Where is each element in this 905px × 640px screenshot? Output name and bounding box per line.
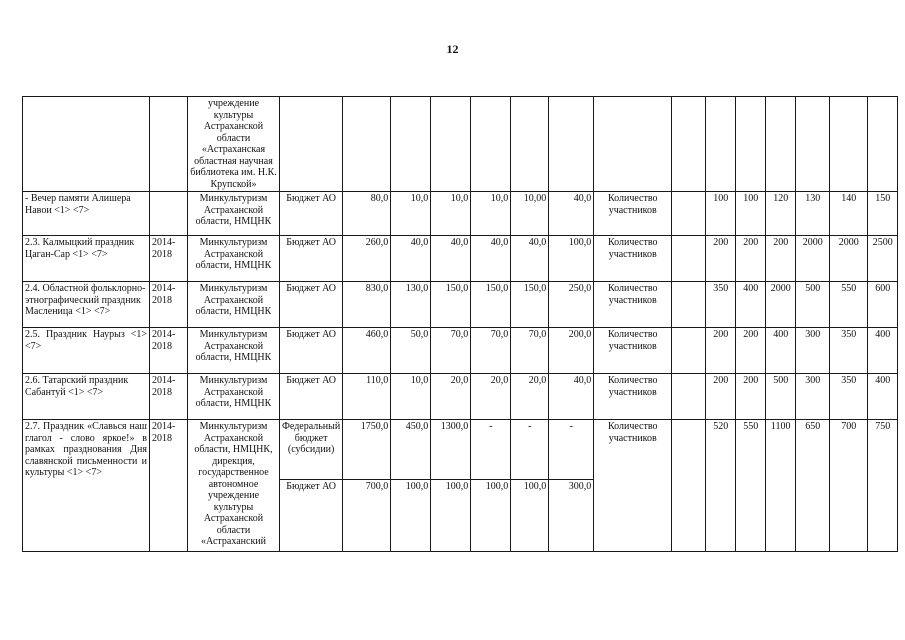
cell-v2017: 700 — [830, 420, 868, 552]
cell-v2014: 200 — [736, 236, 766, 282]
cell-v-base: 520 — [706, 420, 736, 552]
cell-period: 2014-2018 — [150, 328, 188, 374]
cell-name: 2.3. Калмыцкий праздник Цаган-Сар <1> <7> — [23, 236, 150, 282]
cell-2014 — [391, 97, 431, 192]
cell-v2018: 400 — [868, 374, 898, 420]
cell-2014: 40,0 — [391, 236, 431, 282]
cell-source: Бюджет АО — [280, 236, 343, 282]
cell-period — [150, 97, 188, 192]
cell-total: 110,0 — [343, 374, 391, 420]
cell-v2015: 400 — [766, 328, 796, 374]
cell-v2015: 500 — [766, 374, 796, 420]
cell-v2018 — [868, 97, 898, 192]
cell-2014: 10,0 — [391, 374, 431, 420]
cell-2014: 10,0 — [391, 192, 431, 236]
cell-v-base: 100 — [706, 192, 736, 236]
cell-executor: Минкультуризм Астраханской области, НМЦНК — [188, 236, 280, 282]
cell-indicator: Количество участников — [594, 236, 672, 282]
program-table — [22, 96, 898, 552]
cell-v-base — [706, 97, 736, 192]
cell-v2017: 350 — [830, 328, 868, 374]
cell-v2015: 2000 — [766, 282, 796, 328]
cell-2017 — [511, 97, 549, 192]
table-body — [23, 97, 898, 552]
cell-name: 2.5. Праздник Наурыз <1> <7> — [23, 328, 150, 374]
cell-v2014 — [736, 97, 766, 192]
cell-indicator: Количество участников — [594, 328, 672, 374]
table-row — [23, 420, 898, 480]
cell-executor: Минкультуризм Астраханской области, НМЦНК — [188, 192, 280, 236]
cell-v2016: 650 — [796, 420, 830, 552]
cell-2016: - — [471, 420, 511, 480]
cell-source: Бюджет АО — [280, 480, 343, 552]
cell-2016 — [471, 97, 511, 192]
table-row — [23, 282, 898, 328]
cell-2014: 450,0 — [391, 420, 431, 480]
cell-v2016 — [796, 97, 830, 192]
cell-v2014: 100 — [736, 192, 766, 236]
cell-v2017: 140 — [830, 192, 868, 236]
cell-total: 1750,0 — [343, 420, 391, 480]
cell-2018: 300,0 — [549, 480, 594, 552]
cell-v2016: 500 — [796, 282, 830, 328]
cell-v2017 — [830, 97, 868, 192]
cell-2018: 100,0 — [549, 236, 594, 282]
cell-executor: Минкультуризм Астраханской области, НМЦНК — [188, 282, 280, 328]
cell-v-base: 200 — [706, 236, 736, 282]
cell-2017: 70,0 — [511, 328, 549, 374]
cell-2015 — [431, 97, 471, 192]
cell-2016: 100,0 — [471, 480, 511, 552]
cell-total: 830,0 — [343, 282, 391, 328]
cell-2015: 10,0 — [431, 192, 471, 236]
cell-indicator — [594, 97, 672, 192]
cell-source: Федеральный бюджет (субсидии) — [280, 420, 343, 480]
cell-v2018: 2500 — [868, 236, 898, 282]
cell-empty — [672, 236, 706, 282]
cell-v2015: 200 — [766, 236, 796, 282]
cell-v-base: 200 — [706, 328, 736, 374]
cell-period: 2014-2018 — [150, 236, 188, 282]
cell-2015: 150,0 — [431, 282, 471, 328]
table-row-continuation — [23, 97, 898, 192]
cell-executor: учреждение культуры Астраханской области «Астраханская областная научная библиотека им. Н.К. Крупской» — [188, 97, 280, 192]
cell-name — [23, 97, 150, 192]
cell-period: 2014-2018 — [150, 374, 188, 420]
cell-v2016: 2000 — [796, 236, 830, 282]
cell-empty — [672, 97, 706, 192]
cell-2014: 50,0 — [391, 328, 431, 374]
cell-v2017: 350 — [830, 374, 868, 420]
cell-2015: 20,0 — [431, 374, 471, 420]
cell-2016: 20,0 — [471, 374, 511, 420]
cell-v2016: 300 — [796, 374, 830, 420]
cell-source: Бюджет АО — [280, 374, 343, 420]
cell-total: 700,0 — [343, 480, 391, 552]
cell-total — [343, 97, 391, 192]
cell-2018: 40,0 — [549, 192, 594, 236]
cell-2015: 1300,0 — [431, 420, 471, 480]
cell-2018: 200,0 — [549, 328, 594, 374]
page-number: 12 — [446, 42, 459, 56]
cell-indicator: Количество участников — [594, 192, 672, 236]
table-row — [23, 374, 898, 420]
cell-2015: 40,0 — [431, 236, 471, 282]
cell-executor: Минкультуризм Астраханской области, НМЦНК, дирекция, государственное автономное учреждение культуры Астраханской области «Астраханский — [188, 420, 280, 552]
cell-empty — [672, 328, 706, 374]
cell-v2015 — [766, 97, 796, 192]
cell-total: 80,0 — [343, 192, 391, 236]
cell-total: 460,0 — [343, 328, 391, 374]
cell-source: Бюджет АО — [280, 192, 343, 236]
cell-period: 2014-2018 — [150, 420, 188, 552]
cell-v-base: 200 — [706, 374, 736, 420]
cell-period: 2014-2018 — [150, 282, 188, 328]
cell-2015: 100,0 — [431, 480, 471, 552]
cell-v2018: 600 — [868, 282, 898, 328]
cell-empty — [672, 420, 706, 552]
cell-v2016: 130 — [796, 192, 830, 236]
cell-source: Бюджет АО — [280, 282, 343, 328]
table-row — [23, 328, 898, 374]
cell-2018: - — [549, 420, 594, 480]
cell-2018: 40,0 — [549, 374, 594, 420]
cell-2018 — [549, 97, 594, 192]
cell-name: - Вечер памяти Алишера Навои <1> <7> — [23, 192, 150, 236]
cell-v2014: 550 — [736, 420, 766, 552]
cell-v2016: 300 — [796, 328, 830, 374]
cell-v2014: 200 — [736, 374, 766, 420]
cell-2017: 20,0 — [511, 374, 549, 420]
table-row — [23, 236, 898, 282]
cell-v2017: 550 — [830, 282, 868, 328]
cell-v2014: 200 — [736, 328, 766, 374]
cell-v2015: 1100 — [766, 420, 796, 552]
cell-2016: 40,0 — [471, 236, 511, 282]
cell-2018: 250,0 — [549, 282, 594, 328]
cell-source — [280, 97, 343, 192]
cell-2014: 130,0 — [391, 282, 431, 328]
cell-v2015: 120 — [766, 192, 796, 236]
cell-source: Бюджет АО — [280, 328, 343, 374]
cell-2017: 150,0 — [511, 282, 549, 328]
cell-2014: 100,0 — [391, 480, 431, 552]
cell-2017: 10,00 — [511, 192, 549, 236]
cell-total: 260,0 — [343, 236, 391, 282]
cell-executor: Минкультуризм Астраханской области, НМЦНК — [188, 374, 280, 420]
cell-v-base: 350 — [706, 282, 736, 328]
cell-2017: - — [511, 420, 549, 480]
cell-v2014: 400 — [736, 282, 766, 328]
cell-indicator: Количество участников — [594, 374, 672, 420]
cell-empty — [672, 192, 706, 236]
cell-v2017: 2000 — [830, 236, 868, 282]
cell-empty — [672, 282, 706, 328]
cell-2016: 10,0 — [471, 192, 511, 236]
cell-2015: 70,0 — [431, 328, 471, 374]
cell-empty — [672, 374, 706, 420]
cell-name: 2.6. Татарский праздник Сабантуй <1> <7> — [23, 374, 150, 420]
cell-indicator: Количество участников — [594, 282, 672, 328]
cell-name: 2.7. Праздник «Славься наш глагол - слово яркое!» в рамках празднования Дня славянской письменности и культуры <1> <7> — [23, 420, 150, 552]
cell-v2018: 750 — [868, 420, 898, 552]
cell-name: 2.4. Областной фольклорно-этнографический праздник Масленица <1> <7> — [23, 282, 150, 328]
cell-2016: 150,0 — [471, 282, 511, 328]
cell-executor: Минкультуризм Астраханской области, НМЦНК — [188, 328, 280, 374]
cell-2017: 40,0 — [511, 236, 549, 282]
cell-2016: 70,0 — [471, 328, 511, 374]
cell-indicator: Количество участников — [594, 420, 672, 552]
cell-v2018: 400 — [868, 328, 898, 374]
cell-v2018: 150 — [868, 192, 898, 236]
cell-period — [150, 192, 188, 236]
cell-2017: 100,0 — [511, 480, 549, 552]
table-row — [23, 192, 898, 236]
